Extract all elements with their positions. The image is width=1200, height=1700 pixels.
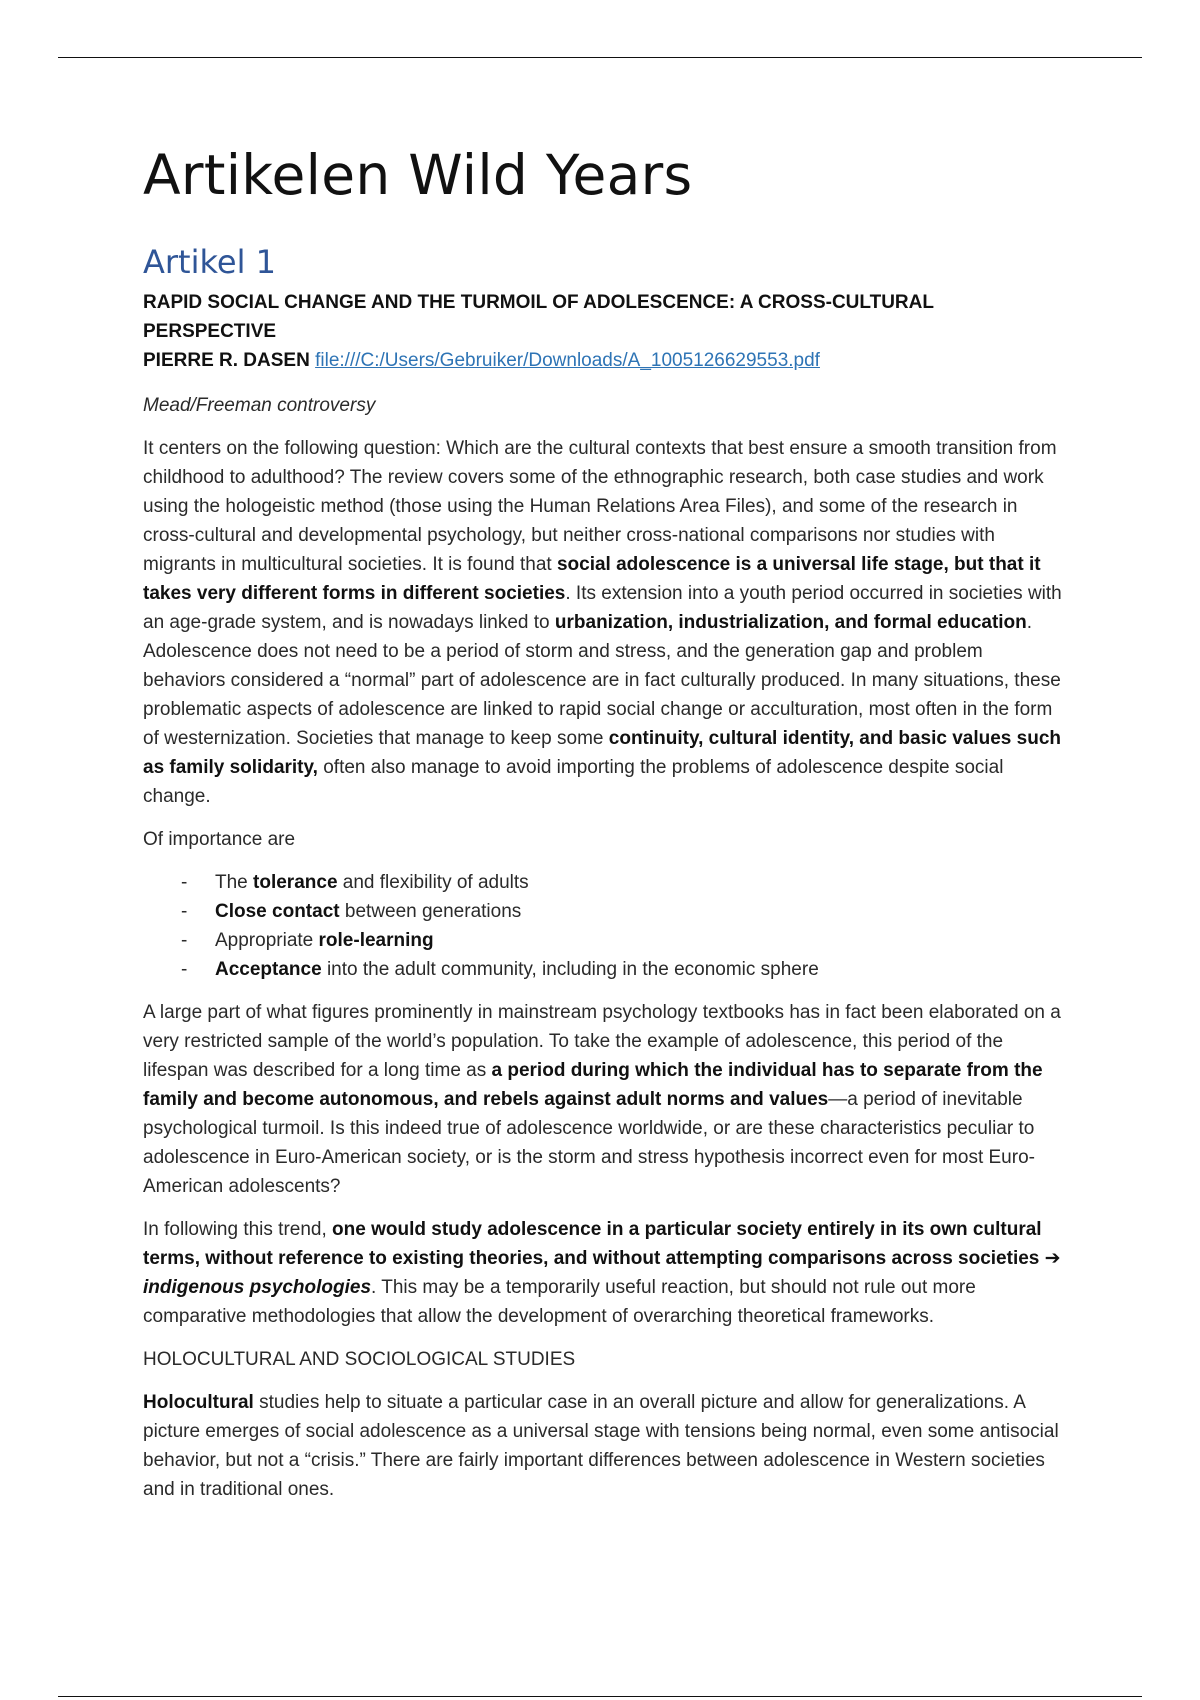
document-title: Artikelen Wild Years [143,143,693,207]
bullet-dash: - [181,930,188,951]
paragraph-4: Holocultural studies help to situate a particular case in an overall picture and allow for generalizations. A picture emerges of social adolescence as a universal stage with tensions being normal, even some antisocial behavior, but not a “crisis.” There are fairly important differences between adolescence in Western societies and in traditional ones. [143,1392,1059,1500]
footer-rule [58,1696,1142,1697]
importance-intro: Of importance are [143,829,296,850]
paragraph-1: It centers on the following question: Which are the cultural contexts that best ensure a smooth transition from childhood to adulthood? The review covers some of the ethnographic research, both case studies and work using the hologeistic method (those using the Human Relations Area Files), and some of the research in cross-cultural and developmental psychology, but neither cross-national comparisons nor studies with migrants in multicultural societies. It is found that social adolescence is a universal life stage, but that it takes very different forms in different societies. Its extension into a youth period occurred in societies with an age-grade system, and is nowadays linked to urbanization, industrialization, and formal education. Adolescence does not need to be a period of storm and stress, and the generation gap and problem behaviors considered a “normal” part of adolescence are in fact culturally produced. In many situations, these problematic aspects of adolescence are linked to rapid social change or acculturation, most often in the form of westernization. Societies that manage to keep some continuity, cultural identity, and basic values such as family solidarity, often also manage to avoid importing the problems of adolescence despite social change. [143,438,1062,807]
list-item: - Close contact between generations [143,897,1063,926]
article-heading: Artikel 1 [143,243,276,281]
header-rule [58,57,1142,58]
importance-list [143,868,1063,984]
document-page [143,140,1063,1504]
list-item: - Appropriate role-learning [143,926,1063,955]
arrow-icon: ➔ [1044,1248,1061,1269]
subtitle: Mead/Freeman controversy [143,395,376,416]
bullet-dash: - [181,872,188,893]
author: PIERRE R. DASEN [143,350,310,371]
list-item: - Acceptance into the adult community, including in the economic sphere [143,955,1063,984]
bullet-dash: - [181,901,188,922]
file-link[interactable]: file:///C:/Users/Gebruiker/Downloads/A_1005126629553.pdf [315,350,820,371]
paper-title: RAPID SOCIAL CHANGE AND THE TURMOIL OF ADOLESCENCE: A CROSS-CULTURAL PERSPECTIVE [143,292,934,342]
bullet-dash: - [181,959,188,980]
article-citation [143,288,1063,375]
paragraph-3: In following this trend, one would study adolescence in a particular society entirely in its own cultural terms, without reference to existing theories, and without attempting comparisons across societies ➔ indigenous psychologies. This may be a temporarily useful reaction, but should not rule out more comparative methodologies that allow the development of overarching theoretical frameworks. [143,1219,1061,1327]
section-heading: HOLOCULTURAL AND SOCIOLOGICAL STUDIES [143,1349,576,1370]
paragraph-2: A large part of what figures prominently in mainstream psychology textbooks has in fact been elaborated on a very restricted sample of the world’s population. To take the example of adolescence, this period of the lifespan was described for a long time as a period during which the individual has to separate from the family and become autonomous, and rebels against adult norms and values—a period of inevitable psychological turmoil. Is this indeed true of adolescence worldwide, or are these characteristics peculiar to adolescence in Euro-American society, or is the storm and stress hypothesis incorrect even for most Euro-American adolescents? [143,1002,1061,1197]
list-item: - The tolerance and flexibility of adults [143,868,1063,897]
